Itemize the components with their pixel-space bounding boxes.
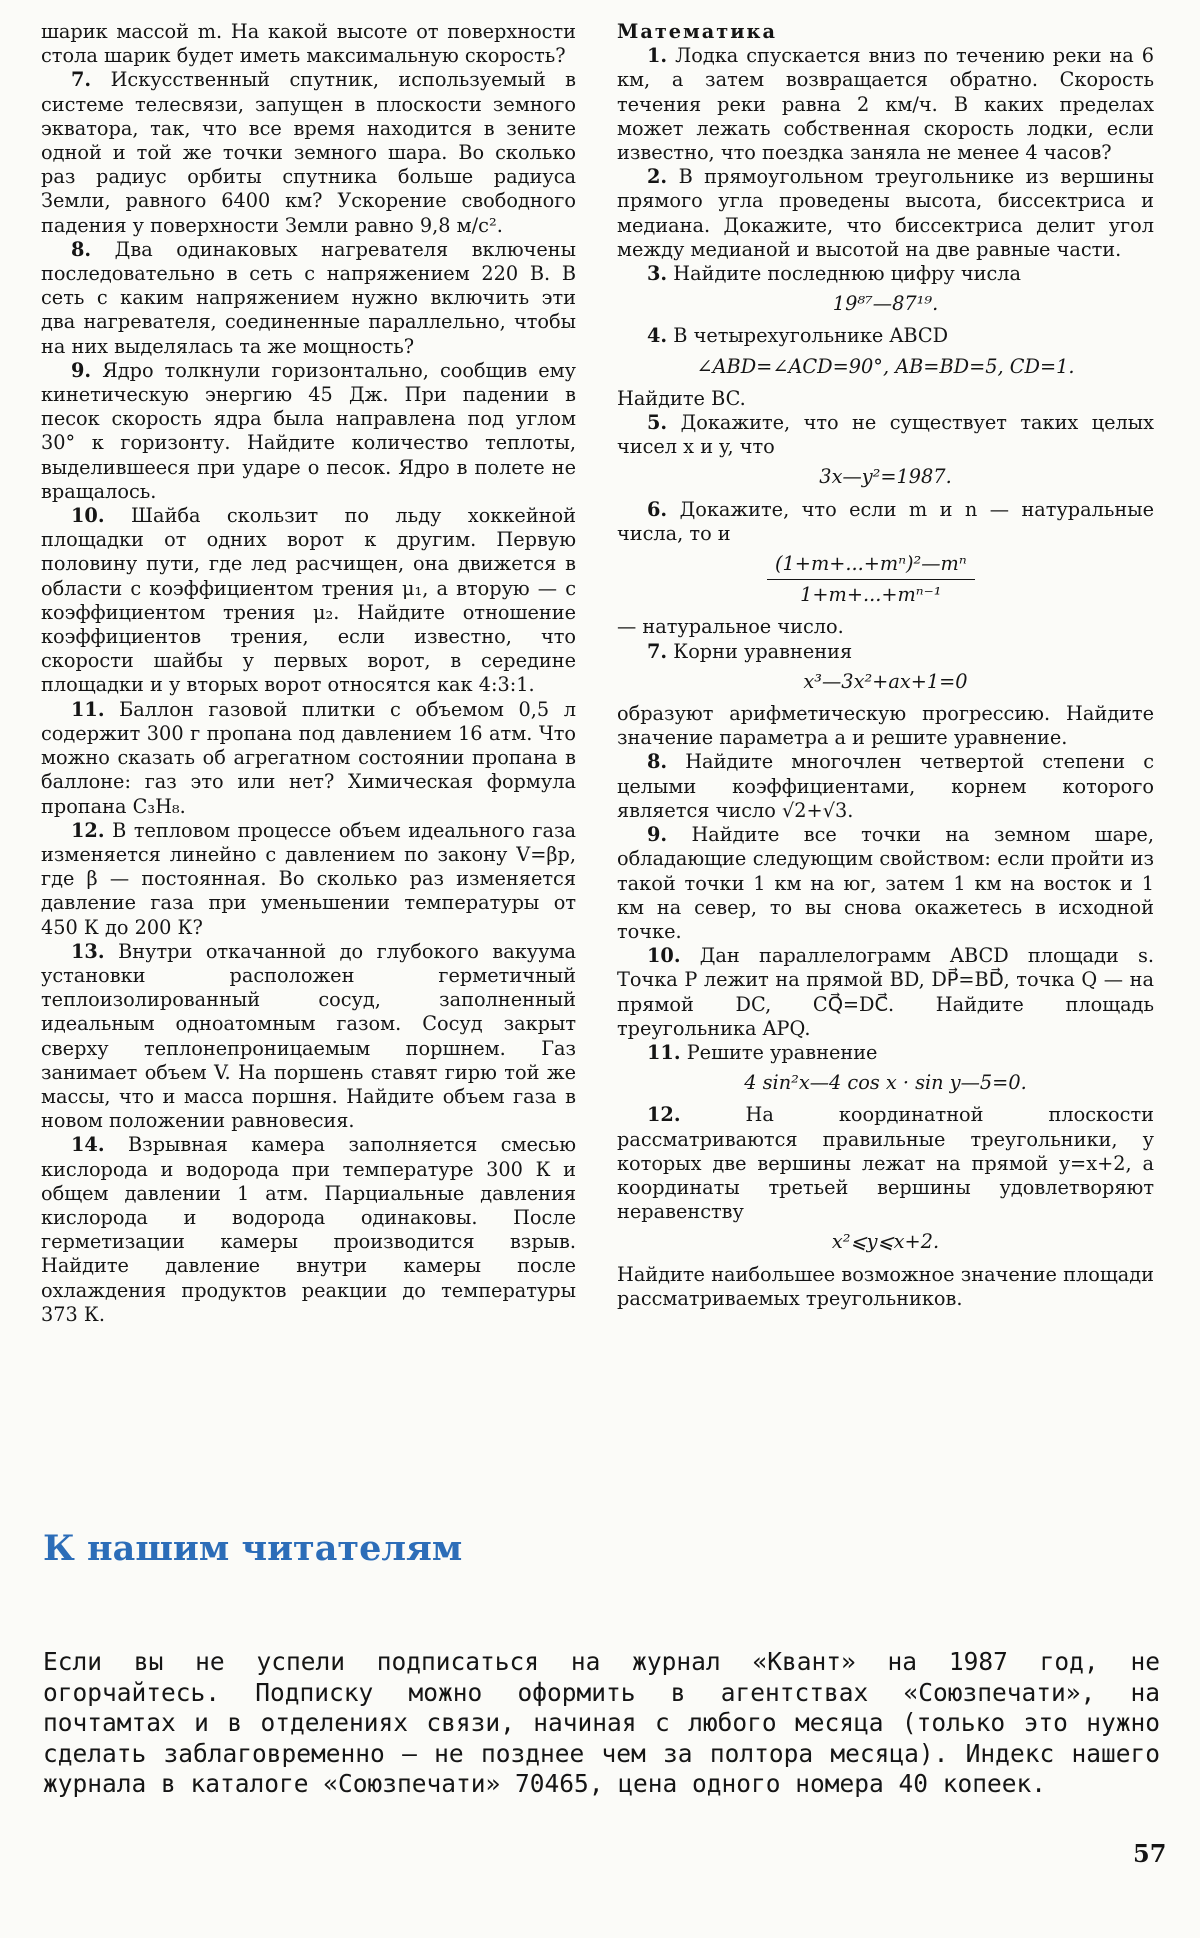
problem-text: Шайба скользит по льду хоккейной площадки от одних ворот к другим. Первую половину пути, где лед расчищен, она движется в области с коэффициентом трения μ₁, а вторую — с коэффициентом трения μ₂. Найдите отношение коэффициентов трения, если известно, что скорости шайбы у первых ворот, в середине площадки и у вторых ворот относятся как 4:3:1.: [41, 504, 576, 697]
problem-text: Найдите многочлен четвертой степени с целыми коэффициентами, корнем которого является число √2+√3.: [617, 750, 1154, 822]
problem-text: Искусственный спутник, используемый в системе телесвязи, запущен в плоскости земного экватора, так, что все время находится в зените одной и той же точки земного шара. Во сколько раз радиус орбиты спутника больше радиуса Земли, равного 6400 км? Ускорение свободного падения у поверхности Земли равно 9,8 м/с².: [41, 68, 577, 237]
problem-number: 10.: [647, 944, 681, 968]
problem-text-tail: Найдите BC.: [617, 386, 746, 410]
problem-9: [41, 359, 576, 504]
problem-number: 14.: [71, 1133, 105, 1157]
problem-number: 6.: [647, 497, 668, 521]
formula: ∠ABD=∠ACD=90°, AB=BD=5, CD=1.: [696, 354, 1075, 378]
problem-number: 4.: [647, 324, 668, 348]
problem-14: [41, 1133, 576, 1327]
formula: 4 sin²x—4 cos x · sin y—5=0.: [744, 1071, 1027, 1095]
problem-text: Баллон газовой плитки с объемом 0,5 л содержит 300 г пропана под давлением 16 атм. Что можно сказать об агрегатном состоянии пропана в баллоне: газ это или нет? Химическая формула пропана C₃H₈.: [41, 697, 576, 818]
math-problem-5: [617, 411, 1154, 459]
problem-12: [41, 819, 576, 940]
problem-number: 10.: [71, 504, 105, 528]
problem-text: Докажите, что не существует таких целых чисел x и y, что: [617, 411, 1154, 459]
math-problem-6: [617, 498, 1154, 546]
problem-11: [41, 698, 576, 819]
problem-text: Докажите, что если m и n — натуральные числа, то и: [617, 497, 1154, 545]
readers-announcement: Если вы не успели подписаться на журнал «Квант» на 1987 год, не огорчайтесь. Подписку можно оформить в агентствах «Союзпечати», на почтамтах и в отделениях связи, начиная с любого месяца (только это нужно сделать заблаговременно — не позднее чем за полтора месяца). Индекс нашего журнала в каталоге «Союзпечати» 70465, цена одного номера 40 копеек.: [43, 1647, 1160, 1798]
right-column: [617, 20, 1154, 1311]
problem-number: 13.: [71, 939, 105, 963]
math-problem-10: [617, 944, 1154, 1041]
page-number: 57: [1133, 1839, 1167, 1868]
problem-number: 9.: [647, 823, 668, 847]
formula: x³—3x²+ax+1=0: [803, 669, 968, 693]
problem-text: Ядро толкнули горизонтально, сообщив ему кинетическую энергию 45 Дж. При падении в песок скорость ядра была направлена под углом 30° к горизонту. Найдите количество теплоты, выделившееся при ударе о песок. Ядро в полете не вращалось.: [41, 358, 576, 503]
fraction-numerator: (1+m+...+mⁿ)²—mⁿ: [767, 552, 975, 580]
problem-number: 12.: [647, 1103, 681, 1127]
problem-text: Два одинаковых нагревателя включены последовательно в сеть с напряжением 220 В. В сеть с каким напряжением нужно включить эти два нагревателя, соединенные параллельно, чтобы на них выделялась та же мощность?: [41, 237, 576, 358]
problem-number: 7.: [647, 639, 668, 663]
problem-number: 3.: [647, 262, 668, 286]
problem-number: 12.: [71, 818, 105, 842]
section-heading-math: Математика: [617, 20, 777, 43]
fraction-formula: [767, 552, 975, 607]
problem-text: Найдите последнюю цифру числа: [673, 262, 1022, 286]
problem-text: Дан параллелограмм ABCD площади s. Точка P лежит на прямой BD, DP⃗=BD⃗, точка Q — на прямой DC, CQ⃗=DC⃗. Найдите площадь треугольника APQ.: [617, 944, 1154, 1040]
fraction-denominator: 1+m+...+mⁿ⁻¹: [800, 583, 942, 607]
math-problem-9: [617, 823, 1154, 944]
problem-number: 1.: [647, 44, 668, 68]
problem-number: 2.: [647, 165, 668, 189]
problem-text: Внутри откачанной до глубокого вакуума установки расположен герметичный теплоизолированный сосуд, заполненный идеальным одноатомным газом. Сосуд закрыт сверху теплонепроницаемым поршнем. Газ занимает объем V. На поршень ставят гирю той же массы, что и масса поршня. Найдите объем газа в новом положении равновесия.: [41, 939, 576, 1133]
problem-text: Взрывная камера заполняется смесью кислорода и водорода при температуре 300 К и общем давлении 1 атм. Парциальные давления кислорода и водорода одинаковы. После герметизации камеры производится взрыв. Найдите давление внутри камеры после охлаждения продуктов реакции до температуры 373 К.: [41, 1133, 576, 1326]
math-problem-8: [617, 750, 1154, 823]
problem-7: [41, 68, 576, 237]
problem-text: Найдите все точки на земном шаре, обладающие следующим свойством: если пройти из такой точки 1 км на юг, затем 1 км на восток и 1 км на север, то вы снова окажетесь в исходной точке.: [617, 823, 1154, 943]
problem-text: В четырехугольнике ABCD: [673, 324, 949, 348]
problem-text: Корни уравнения: [673, 639, 853, 663]
math-problem-11: [617, 1041, 1154, 1065]
problem-text: В прямоугольном треугольнике из вершины прямого угла проведены высота, биссектриса и медиана. Докажите, что биссектриса делит угол между медианой и высотой на две равные части.: [617, 165, 1154, 261]
problem-10: [41, 504, 576, 698]
math-problem-4: [617, 324, 1154, 348]
problem-number: 11.: [71, 697, 105, 721]
problem-text: Решите уравнение: [686, 1040, 878, 1064]
problem-6-continuation: шарик массой m. На какой высоте от поверхности стола шарик будет иметь максимальную скорость?: [41, 20, 576, 68]
problem-text-tail: образуют арифметическую прогрессию. Найдите значение параметра a и решите уравнение.: [617, 702, 1154, 750]
problem-number: 11.: [647, 1040, 681, 1064]
math-problem-3: [617, 262, 1154, 286]
problem-text-tail: — натуральное число.: [617, 615, 844, 639]
problem-text: Лодка спускается вниз по течению реки на 6 км, а затем возвращается обратно. Скорость течения реки равна 2 км/ч. В каких пределах может лежать собственная скорость лодки, если известно, что поездка заняла не менее 4 часов?: [617, 44, 1154, 165]
problem-number: 7.: [71, 68, 92, 92]
readers-section-title: К нашим читателям: [43, 1528, 463, 1569]
math-problem-7: [617, 640, 1154, 664]
math-problem-12: [617, 1103, 1154, 1224]
problem-text: В тепловом процессе объем идеального газа изменяется линейно с давлением по закону V=βp, где β — постоянная. Во сколько раз изменяется давление газа при уменьшении температуры от 450 К до 200 К?: [41, 818, 576, 939]
left-column: [41, 20, 576, 1327]
problem-text: На координатной плоскости рассматриваются правильные треугольники, у которых две вершины лежат на прямой y=x+2, а координаты третьей вершины удовлетворяют неравенству: [617, 1103, 1154, 1224]
problem-number: 9.: [71, 358, 92, 382]
formula: 3x—y²=1987.: [819, 465, 952, 489]
formula: x²⩽y⩽x+2.: [831, 1230, 940, 1254]
formula: 19⁸⁷—87¹⁹.: [832, 292, 939, 316]
problem-number: 8.: [647, 750, 668, 774]
problem-text-tail: Найдите наибольшее возможное значение площади рассматриваемых треугольников.: [617, 1262, 1154, 1310]
math-problem-1: [617, 44, 1154, 165]
problem-8: [41, 238, 576, 359]
math-problem-2: [617, 165, 1154, 262]
problem-number: 5.: [647, 411, 668, 435]
problem-number: 8.: [71, 237, 92, 261]
problem-13: [41, 940, 576, 1134]
